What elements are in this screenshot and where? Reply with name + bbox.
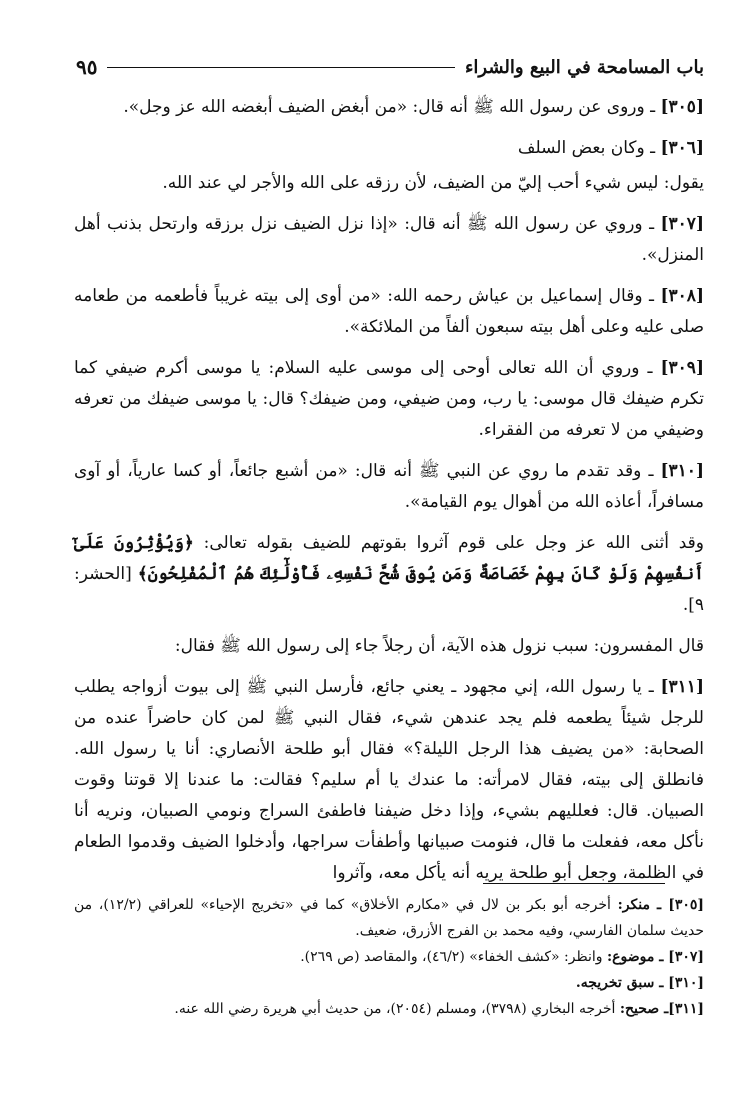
quran-paragraph <box>74 528 704 621</box>
paragraph-text: ـ وروى عن رسول الله ﷺ أنه قال: «من أبغض الضيف أبغضه الله عز وجل». <box>123 97 661 117</box>
running-header <box>76 52 704 82</box>
header-rule <box>107 67 454 68</box>
paragraph-306-cont <box>74 168 704 199</box>
footnote-311 <box>74 996 704 1022</box>
hadith-number: [٣١١] <box>660 677 704 697</box>
quran-intro: وقد أثنى الله عز وجل على قوم آثروا بقوتهم للضيف بقوله تعالى: <box>193 533 704 553</box>
footnote-305 <box>74 892 704 944</box>
footnote-label: [٣١٠] ـ سبق تخريجه. <box>575 975 704 991</box>
paragraph-text: ـ وكان بعض السلف <box>517 138 661 158</box>
paragraph-309 <box>74 353 704 446</box>
mufassirun-paragraph <box>74 631 704 662</box>
footnote-text: أخرجه البخاري (٣٧٩٨)، ومسلم (٢٠٥٤)، من حديث أبي هريرة رضي الله عنه. <box>174 1001 620 1017</box>
paragraph-text: ـ وروي عن رسول الله ﷺ أنه قال: «إذا نزل الضيف نزل برزقه وارتحل بذنب أهل المنزل». <box>74 214 704 265</box>
footnote-label: [٣٠٥] ـ منكر: <box>617 897 705 913</box>
quran-verse: ﴿وَيُؤْثِرُونَ عَلَىٰٓ أَنفُسِهِمْ وَلَوْ كَانَ بِهِمْ خَصَاصَةٌ وَمَن يُوقَ شُحَّ نَفْسِهِۦ فَأُوْلَٰٓئِكَ هُمُ ٱلْمُفْلِحُونَ﴾ <box>74 533 705 584</box>
footnote-310 <box>74 970 704 996</box>
footnote-divider <box>483 883 665 884</box>
hadith-number: [٣٠٨] <box>660 286 704 306</box>
paragraph-text: ـ وقد تقدم ما روي عن النبي ﷺ أنه قال: «من أشبع جائعاً، أو كسا عارياً، أو آوى مسافراً، أعاذه الله من أهوال يوم القيامة». <box>74 461 704 512</box>
footnotes <box>74 892 704 1022</box>
chapter-title: باب المسامحة في البيع والشراء <box>464 56 704 78</box>
hadith-number: [٣٠٥] <box>660 97 704 117</box>
paragraph-308 <box>74 281 704 343</box>
hadith-number: [٣١٠] <box>660 461 704 481</box>
page-number: ٩٥ <box>76 55 98 79</box>
main-text <box>74 92 704 899</box>
hadith-number: [٣٠٩] <box>660 358 704 378</box>
paragraph-text: يقول: ليس شيء أحب إليّ من الضيف، لأن رزقه على الله والأجر لي عند الله. <box>162 173 704 193</box>
paragraph-306 <box>74 133 704 164</box>
paragraph-text: ـ وقال إسماعيل بن عياش رحمه الله: «من أوى إلى بيته غريباً فأطعمه من طعامه صلى عليه وعلى أهل بيته سبعون ألفاً من الملائكة». <box>74 286 704 337</box>
hadith-number: [٣٠٧] <box>660 214 704 234</box>
footnote-text: وانظر: «كشف الخفاء» (٤٦/٢)، والمقاصد (ص ٢٦٩). <box>300 949 607 965</box>
hadith-number: [٣٠٦] <box>660 138 704 158</box>
paragraph-text: ـ وروي أن الله تعالى أوحى إلى موسى عليه السلام: يا موسى أكرم ضيفي كما تكرم ضيفك قال موسى: يا رب، ومن ضيفي، ومن ضيفك؟ قال: يا موسى ضيفك من تعرفه وضيفي من لا تعرفه من الفقراء. <box>74 358 704 440</box>
paragraph-311 <box>74 672 704 889</box>
footnote-307 <box>74 944 704 970</box>
paragraph-text: قال المفسرون: سبب نزول هذه الآية، أن رجلاً جاء إلى رسول الله ﷺ فقال: <box>174 636 704 656</box>
footnote-label: [٣١١]ـ صحيح: <box>619 1001 704 1017</box>
paragraph-307 <box>74 209 704 271</box>
paragraph-text: ـ يا رسول الله، إني مجهود ـ يعني جائع، فأرسل النبي ﷺ إلى بيوت أزواجه يطلب للرجل شيئاً يطعمه فلم يجد عندهن شيء، فقال النبي ﷺ لمن كان حاضراً عنده من الصحابة: «من يضيف هذا الرجل الليلة؟» فقال أبو طلحة الأنصاري: أنا يا رسول الله. فانطلق إلى بيته، فقال لامرأته: ما عندك يا أم سليم؟ فقالت: ما عندنا إلا قوتنا وقوت الصبيان. قال: فعلليهم بشيء، وإذا دخل ضيفنا فاطفئ السراج ونومي الصبيان، ونريه أنا نأكل معه، ففعلت ما قال، فنومت صبيانها وأطفأت سراجها، وأدخلوا الضيف وقدموا الطعام في الظلمة، وجعل أبو طلحة يريه أنه يأكل معه، وآثروا <box>74 677 704 883</box>
paragraph-305 <box>74 92 704 123</box>
paragraph-310 <box>74 456 704 518</box>
footnote-label: [٣٠٧] ـ موضوع: <box>606 949 704 965</box>
quran-reference: [الحشر: ٩]. <box>74 564 704 615</box>
footnote-text: أخرجه أبو بكر بن لال في «مكارم الأخلاق» كما في «تخريج الإحياء» للعراقي (١٢/٢)، من حديث سلمان الفارسي، وفيه محمد بن الفرج الأزرق، ضعيف. <box>74 897 704 939</box>
